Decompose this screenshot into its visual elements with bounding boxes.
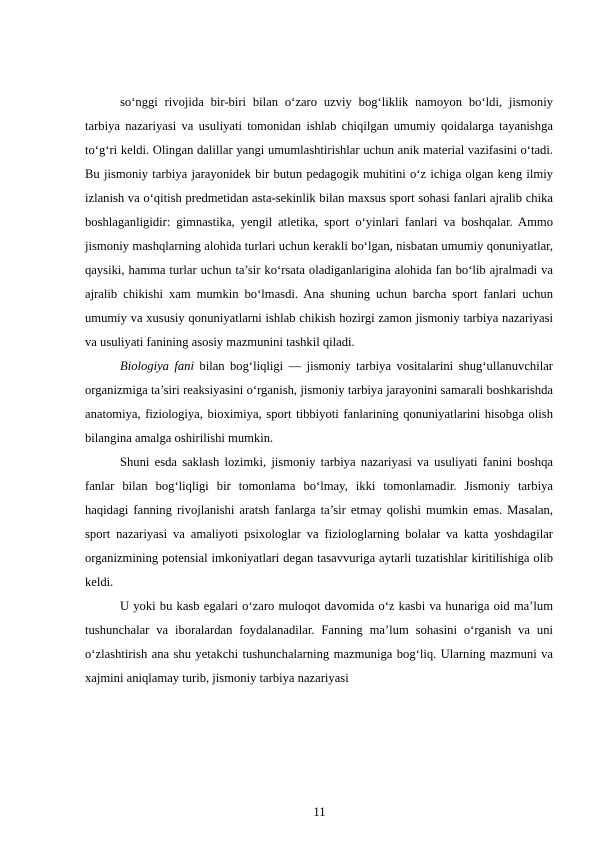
paragraph-1-text: so‘nggi rivojida bir-biri bilan o‘zaro uzviy bog‘liklik namoyon bo‘ldi, jismoniy tarbiya nazariyasi va usuliyati tomonidan ishlab chiqilgan umumiy qoidalarga tayanishga to‘g‘ri keldi. Olingan dalillar yangi umumlashtirishlar uchun anik material vazifasini o‘tadi. Bu jismoniy tarbiya jarayonidek bir butun pedagogik muhitini o‘z ichiga olgan keng ilmiy izlanish va o‘qitish predmetidan asta-sekinlik bilan maxsus sport sohasi fanlari ajralib chika boshlaganligidir: gimnastika, yengil atletika, sport o‘yinlari fanlari va boshqalar. Ammo jismoniy mashqlarning alohida turlari uchun kerakli bo‘lgan, nisbatan umumiy qonuniyatlar, qaysiki, hamma turlar uchun ta’sir ko‘rsata oladiganlarigina alohida fan bo‘lib ajralmadi va ajralib chikishi xam mumkin bo‘lmasdi. Ana shuning uchun barcha sport fanlari uchun umumiy va xususiy qonuniyatlarni ishlab chikish hozirgi zamon jismoniy tarbiya nazariyasi va usuliyati fanining asosiy mazmunini tashkil qiladi. <box>85 95 553 349</box>
paragraph-2-italic-lead: Biologiya fani <box>120 359 194 373</box>
page-number <box>0 804 595 820</box>
page-number-text: 11 <box>313 805 326 819</box>
paragraph-2 <box>85 354 553 450</box>
paragraph-4 <box>85 594 553 690</box>
body-text <box>85 90 553 690</box>
paragraph-1 <box>85 90 553 354</box>
paragraph-4-text: U yoki bu kasb egalari o‘zaro muloqot davomida o‘z kasbi va hunariga oid ma’lum tushunchalar va iboralardan foydalanadilar. Fanning ma’lum sohasini o‘rganish va uni o‘zlashtirish ana shu yetakchi tushunchalarning mazmuniga bog‘liq. Ularning mazmuni va xajmini aniqlamay turib, jismoniy tarbiya nazariyasi <box>85 599 553 685</box>
paragraph-3 <box>85 450 553 594</box>
paragraph-3-text: Shuni esda saklash lozimki, jismoniy tarbiya nazariyasi va usuliyati fanini boshqa fanlar bilan bog‘liqligi bir tomonlama bo‘lmay, ikki tomonlamadir. Jismoniy tarbiya haqidagi fanning rivojlanishi aratsh fanlarga ta’sir etmay qolishi mumkin emas. Masalan, sport nazariyasi va amaliyoti psixologlar va fiziologlarning bolalar va katta yoshdagilar organizmining potensial imkoniyatlari degan tasavvuriga aytarli tuzatishlar kiritilishiga olib keldi. <box>85 455 553 589</box>
paragraph-2-text: bilan bog‘liqligi — jismoniy tarbiya vositalarini shug‘ullanuvchilar organizmiga ta’siri reaksiyasini o‘rganish, jismoniy tarbiya jarayonini samarali boshkarishda anatomiya, fiziologiya, bioximiya, sport tibbiyoti fanlarining qonuniyatlarini hisobga olish bilangina amalga oshirilishi mumkin. <box>85 359 553 445</box>
